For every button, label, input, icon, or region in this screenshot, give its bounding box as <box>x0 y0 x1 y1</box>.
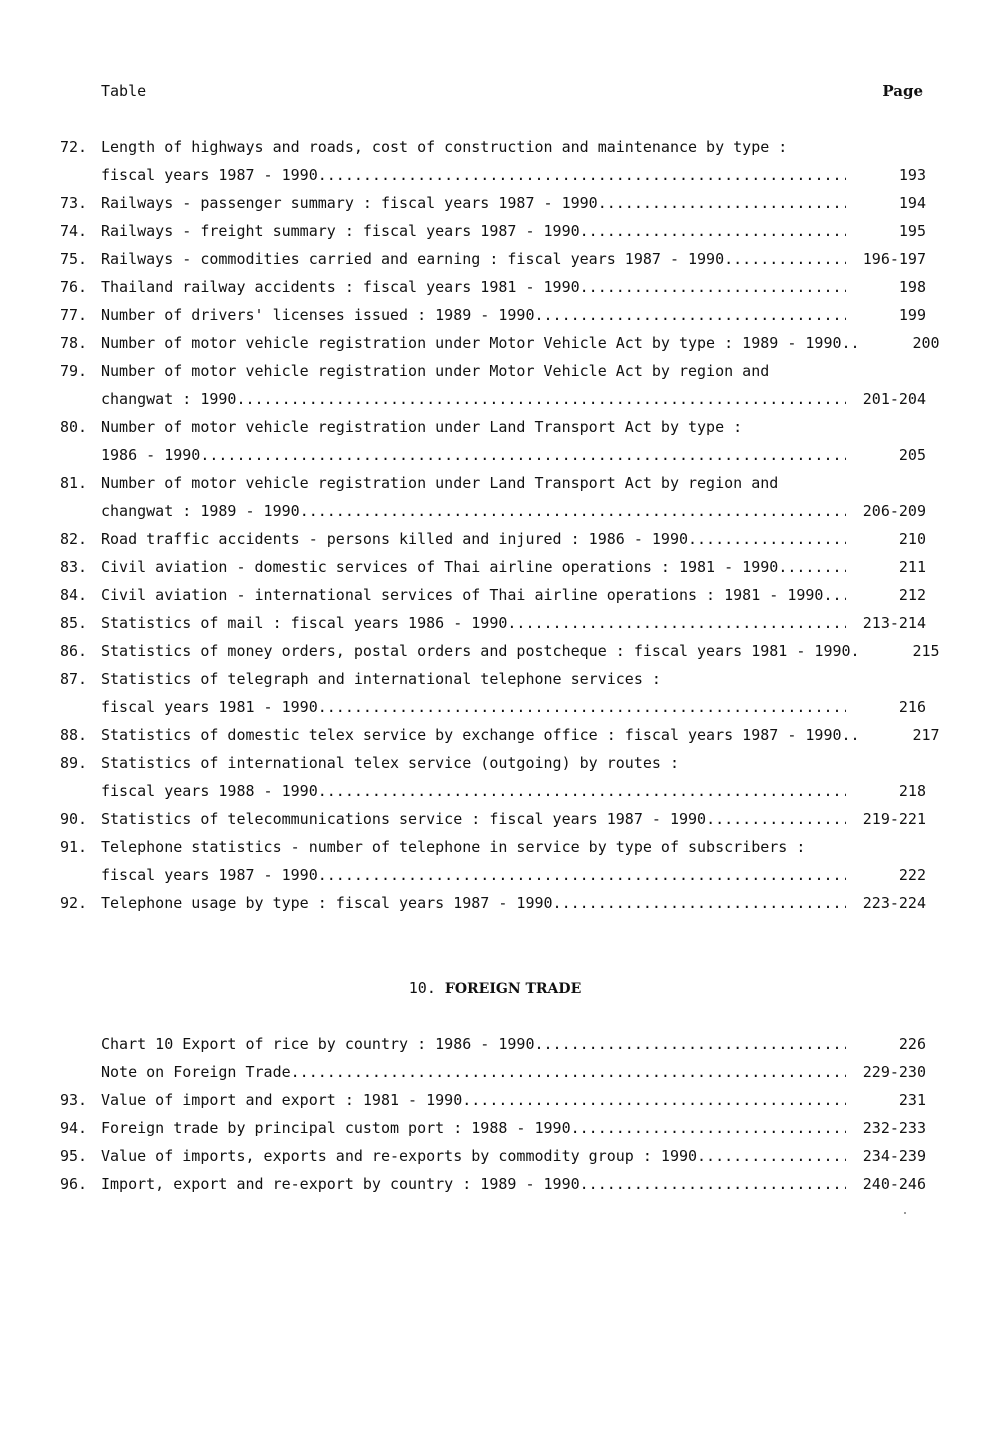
entry-page-number: 226 <box>898 1035 926 1053</box>
dot-leader <box>580 273 846 301</box>
entry-page-number: 198 <box>898 278 926 296</box>
entry-title-line: Thailand railway accidents : fiscal years 1981 - 1990 <box>101 278 580 296</box>
dot-leader <box>507 609 846 637</box>
entry-title-line: Value of import and export : 1981 - 1990 <box>101 1091 463 1109</box>
entry-title-line: Statistics of money orders, postal orders and postcheque : fiscal years 1981 - 1990. <box>101 642 860 660</box>
toc-entry <box>60 189 926 217</box>
toc-entry <box>60 637 940 665</box>
dot-leader <box>724 245 846 273</box>
toc-entry <box>60 665 926 721</box>
entry-page-number: 217 <box>912 726 940 744</box>
entry-number: 90. <box>60 810 88 828</box>
dot-leader <box>200 441 846 469</box>
section-heading <box>0 976 990 1001</box>
entry-page-number: 232-233 <box>862 1119 926 1137</box>
entry-title-line: Note on Foreign Trade <box>101 1063 291 1081</box>
dot-leader <box>291 1058 846 1086</box>
dot-leader <box>580 1170 846 1198</box>
column-header <box>101 80 923 102</box>
entry-title-line: Statistics of telecommunications service : fiscal years 1987 - 1990 <box>101 810 707 828</box>
toc-entry <box>60 1114 926 1142</box>
entry-number: 89. <box>60 754 88 772</box>
entry-page-number: 213-214 <box>862 614 926 632</box>
entry-number: 74. <box>60 222 88 240</box>
entry-page-number: 195 <box>898 222 926 240</box>
toc-entry <box>60 553 926 581</box>
section-title: FOREIGN TRADE <box>444 981 582 997</box>
entry-number: 88. <box>60 726 88 744</box>
toc-entry <box>60 805 926 833</box>
entry-number: 80. <box>60 418 88 436</box>
entry-number: 73. <box>60 194 88 212</box>
entry-title-line: fiscal years 1981 - 1990 <box>101 698 318 716</box>
entry-page-number: 211 <box>898 558 926 576</box>
entry-title-line: fiscal years 1988 - 1990 <box>101 782 318 800</box>
toc-entry <box>60 245 926 273</box>
entry-title-line: changwat : 1990 <box>101 390 237 408</box>
entry-page-number: 222 <box>898 866 926 884</box>
entry-number: 82. <box>60 530 88 548</box>
entry-number: 93. <box>60 1091 88 1109</box>
entry-number: 83. <box>60 558 88 576</box>
dot-leader <box>598 189 846 217</box>
entry-title-line: Telephone usage by type : fiscal years 1987 - 1990 <box>101 894 553 912</box>
entry-page-number: 196-197 <box>862 250 926 268</box>
entry-page-number: 194 <box>898 194 926 212</box>
transport-entries-list <box>60 133 940 917</box>
entry-title-line: Statistics of international telex service (outgoing) by routes : <box>101 754 679 772</box>
dot-leader <box>318 161 846 189</box>
toc-entry <box>60 273 926 301</box>
entry-title-line: Value of imports, exports and re-exports by commodity group : 1990 <box>101 1147 698 1165</box>
entry-title-line: Import, export and re-export by country : 1989 - 1990 <box>101 1175 580 1193</box>
entry-title-line: Length of highways and roads, cost of construction and maintenance by type : <box>101 138 788 156</box>
toc-entry <box>60 301 926 329</box>
entry-title-line: Civil aviation - international services of Thai airline operations : 1981 - 1990 <box>101 586 824 604</box>
entry-page-number: 215 <box>912 642 940 660</box>
entry-title-line: Statistics of mail : fiscal years 1986 - 1990 <box>101 614 508 632</box>
entry-title-line: Foreign trade by principal custom port : 1988 - 1990 <box>101 1119 571 1137</box>
entry-number: 81. <box>60 474 88 492</box>
entry-page-number: 193 <box>898 166 926 184</box>
dot-leader <box>778 553 846 581</box>
entry-number: 95. <box>60 1147 88 1165</box>
entry-title-line: Number of motor vehicle registration under Land Transport Act by type : <box>101 418 743 436</box>
entry-title-line: fiscal years 1987 - 1990 <box>101 866 318 884</box>
toc-entry <box>60 581 926 609</box>
dot-leader <box>571 1114 846 1142</box>
entry-title-line: Number of motor vehicle registration under Land Transport Act by region and <box>101 474 779 492</box>
entry-page-number: 199 <box>898 306 926 324</box>
entry-title-line: Railways - passenger summary : fiscal years 1987 - 1990 <box>101 194 598 212</box>
entry-page-number: 216 <box>898 698 926 716</box>
entry-number: 75. <box>60 250 88 268</box>
trade-entries-list <box>60 1030 926 1198</box>
toc-entry <box>60 609 926 637</box>
entry-number: 91. <box>60 838 88 856</box>
toc-entry <box>60 133 926 189</box>
entry-title-line: Statistics of domestic telex service by exchange office : fiscal years 1987 - 1990.. <box>101 726 860 744</box>
dot-leader <box>318 693 846 721</box>
entry-page-number: 201-204 <box>862 390 926 408</box>
dot-leader <box>534 301 846 329</box>
entry-number <box>60 1030 101 1058</box>
dot-leader <box>462 1086 846 1114</box>
entry-title-line: Railways - commodities carried and earning : fiscal years 1987 - 1990 <box>101 250 725 268</box>
dot-leader <box>697 1142 846 1170</box>
dot-leader <box>318 777 846 805</box>
dot-leader <box>688 525 846 553</box>
entry-page-number: 205 <box>898 446 926 464</box>
entry-number: 96. <box>60 1175 88 1193</box>
toc-entry <box>60 721 940 749</box>
entry-number: 84. <box>60 586 88 604</box>
entry-page-number: 210 <box>898 530 926 548</box>
toc-entry <box>60 1058 926 1086</box>
entry-title-line: Civil aviation - domestic services of Thai airline operations : 1981 - 1990 <box>101 558 779 576</box>
entry-page-number: 200 <box>912 334 940 352</box>
table-column-label: Table <box>101 82 147 100</box>
toc-entry <box>60 413 926 469</box>
entry-page-number: 223-224 <box>862 894 926 912</box>
toc-entry <box>60 1142 926 1170</box>
dot-leader <box>580 217 846 245</box>
toc-entry <box>60 217 926 245</box>
entry-number: 78. <box>60 334 88 352</box>
entry-number: 94. <box>60 1119 88 1137</box>
entry-title-line: Road traffic accidents - persons killed and injured : 1986 - 1990 <box>101 530 688 548</box>
entry-title-line: Statistics of telegraph and international telephone services : <box>101 670 661 688</box>
entry-page-number: 240-246 <box>862 1175 926 1193</box>
dot-leader <box>236 385 846 413</box>
entry-number: 72. <box>60 138 88 156</box>
entry-title-line: fiscal years 1987 - 1990 <box>101 166 318 184</box>
entry-title-line: Number of drivers' licenses issued : 1989 - 1990 <box>101 306 535 324</box>
entry-number: 92. <box>60 894 88 912</box>
toc-entry <box>60 1170 926 1198</box>
entry-number: 79. <box>60 362 88 380</box>
scan-speck <box>904 1212 906 1214</box>
entry-title-line: 1986 - 1990 <box>101 446 201 464</box>
entry-page-number: 231 <box>898 1091 926 1109</box>
entry-page-number: 219-221 <box>862 810 926 828</box>
dot-leader <box>706 805 846 833</box>
entry-page-number: 234-239 <box>862 1147 926 1165</box>
entry-title-line: Railways - freight summary : fiscal years 1987 - 1990 <box>101 222 580 240</box>
toc-entry <box>60 889 926 917</box>
entry-page-number: 229-230 <box>862 1063 926 1081</box>
entry-number: 87. <box>60 670 88 688</box>
dot-leader <box>318 861 846 889</box>
entry-title-line: Chart 10 Export of rice by country : 1986 - 1990 <box>101 1035 535 1053</box>
entry-number: 85. <box>60 614 88 632</box>
entry-number: 77. <box>60 306 88 324</box>
entry-number <box>60 1058 101 1086</box>
toc-entry <box>60 749 926 805</box>
toc-entry <box>60 469 926 525</box>
entry-title-line: Number of motor vehicle registration under Motor Vehicle Act by region and <box>101 362 770 380</box>
entry-page-number: 206-209 <box>862 502 926 520</box>
dot-leader <box>300 497 846 525</box>
toc-entry <box>60 525 926 553</box>
toc-entry <box>60 357 926 413</box>
toc-entry <box>60 833 926 889</box>
dot-leader <box>823 581 846 609</box>
dot-leader <box>534 1030 846 1058</box>
section-number: 10. <box>408 979 436 997</box>
toc-entry <box>60 1030 926 1058</box>
entry-title-line: changwat : 1989 - 1990 <box>101 502 300 520</box>
entry-number: 76. <box>60 278 88 296</box>
entry-page-number: 212 <box>898 586 926 604</box>
entry-number: 86. <box>60 642 88 660</box>
entry-title-line: Number of motor vehicle registration under Motor Vehicle Act by type : 1989 - 1990.. <box>101 334 860 352</box>
entry-title-line: Telephone statistics - number of telephone in service by type of subscribers : <box>101 838 806 856</box>
page-column-label: Page <box>882 82 923 100</box>
toc-entry <box>60 1086 926 1114</box>
entry-page-number: 218 <box>898 782 926 800</box>
dot-leader <box>553 889 846 917</box>
toc-entry <box>60 329 940 357</box>
